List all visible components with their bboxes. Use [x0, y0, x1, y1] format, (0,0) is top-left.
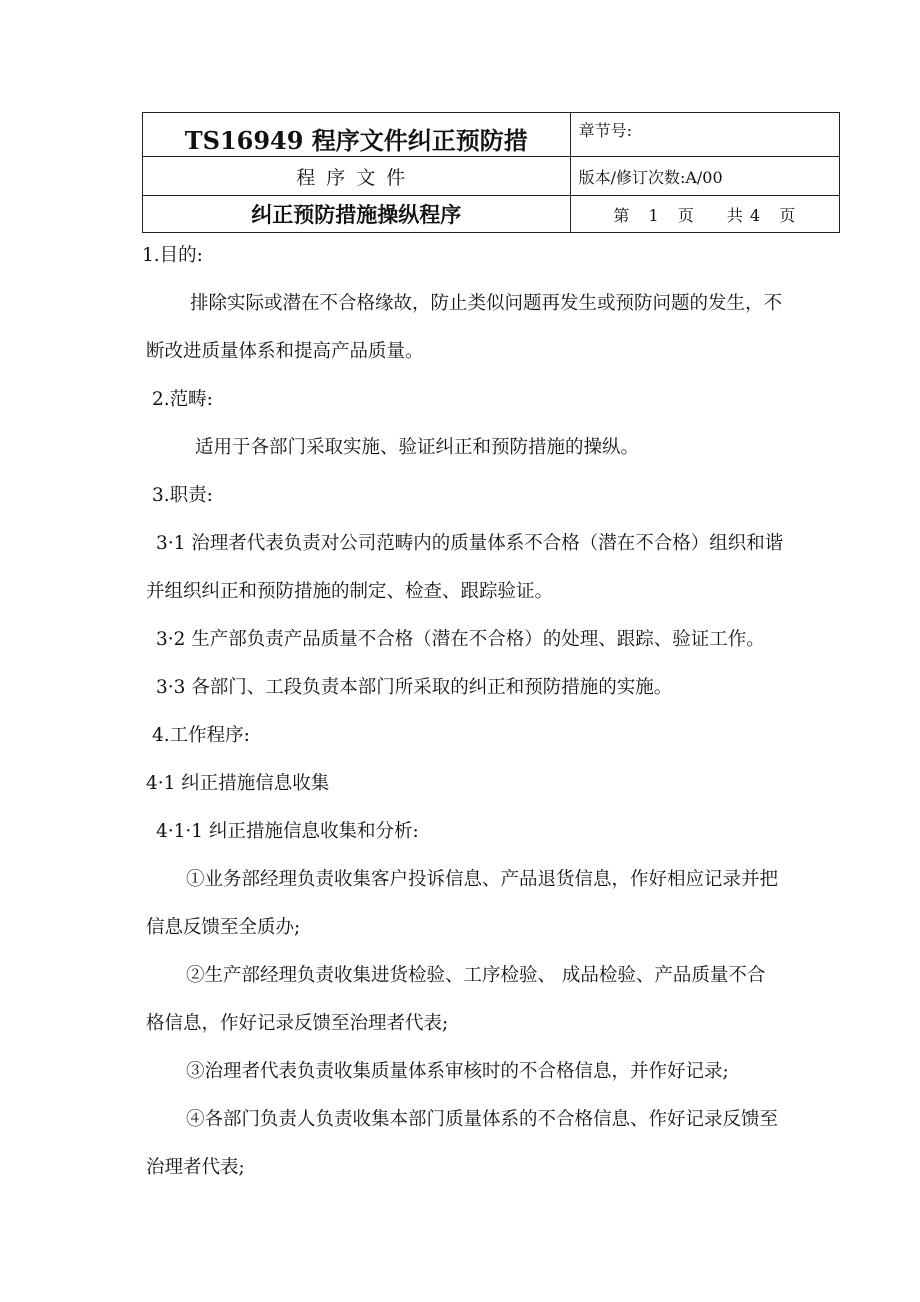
section-1-heading: 1.目的: — [142, 245, 203, 266]
chapter-label: 章节号: — [578, 121, 632, 140]
page-total-unit: 页 — [779, 205, 797, 225]
paragraph-line: 3·1 治理者代表负责对公司范畴内的质量体系不合格（潜在不合格）组织和谐 — [156, 533, 784, 554]
document-header-table — [142, 112, 840, 233]
section-2-heading: 2.范畴: — [152, 389, 213, 410]
document-title-cell — [143, 113, 571, 157]
doc-type: 程序文件 — [296, 166, 417, 189]
paragraph-line: 格信息，作好记录反馈至治理者代表; — [146, 1013, 449, 1034]
chapter-cell — [570, 113, 839, 157]
page-total: 共 4 — [726, 205, 762, 225]
section-3-heading: 3.职责: — [152, 485, 213, 506]
page-number: 1 — [648, 205, 660, 225]
version-cell — [570, 157, 839, 196]
paragraph-line: ④各部门负责人负责收集本部门质量体系的不合格信息、作好记录反馈至 — [186, 1109, 779, 1130]
paragraph-line: 适用于各部门采取实施、验证纠正和预防措施的操纵。 — [195, 437, 640, 458]
paragraph-line: 3·3 各部门、工段负责本部门所采取的纠正和预防措施的实施。 — [156, 677, 673, 698]
paragraph-line: 断改进质量体系和提高产品质量。 — [146, 341, 424, 362]
page-prefix: 第 — [613, 205, 631, 225]
procedure-title-cell — [143, 196, 571, 233]
paragraph-line: ③治理者代表负责收集质量体系审核时的不合格信息，并作好记录; — [186, 1061, 729, 1082]
paragraph-line: ①业务部经理负责收集客户投诉信息、产品退货信息，作好相应记录并把 — [186, 869, 779, 890]
procedure-title: 纠正预防措施操纵程序 — [251, 202, 462, 227]
version-label: 版本/修订次数:A/00 — [578, 167, 723, 187]
paragraph-line: 3·2 生产部负责产品质量不合格（潜在不合格）的处理、跟踪、验证工作。 — [156, 629, 765, 650]
section-4-heading: 4.工作程序: — [152, 725, 250, 746]
paragraph-line: 排除实际或潜在不合格缘故，防止类似问题再发生或预防问题的发生，不 — [190, 293, 783, 314]
document-title: TS16949 程序文件纠正预防措 — [184, 126, 528, 155]
paragraph-line: 信息反馈至全质办; — [146, 917, 301, 938]
page-unit: 页 — [677, 205, 695, 225]
page-info-cell — [570, 196, 839, 233]
subsection-heading: 4·1·1 纠正措施信息收集和分析: — [156, 821, 419, 842]
paragraph-line: 并组织纠正和预防措施的制定、检查、跟踪验证。 — [146, 581, 554, 602]
doc-type-cell — [143, 157, 571, 196]
paragraph-line: 治理者代表; — [146, 1157, 245, 1178]
paragraph-line: ②生产部经理负责收集进货检验、工序检验、 成品检验、产品质量不合 — [186, 965, 766, 986]
subsection-heading: 4·1 纠正措施信息收集 — [146, 773, 330, 794]
